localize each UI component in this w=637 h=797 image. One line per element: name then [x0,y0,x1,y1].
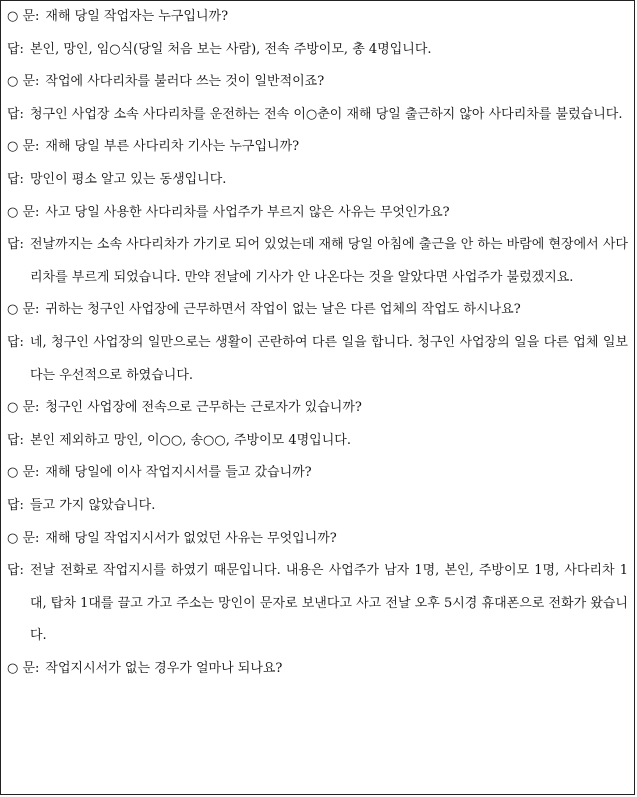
question-text: 재해 당일에 이사 작업지시서를 들고 갔습니까? [45,465,312,481]
question-marker: ○ 문: [7,9,40,24]
answer-text: 전날 전화로 작업지시를 하였기 때문입니다. 내용은 사업주가 남자 1명, 본인, 주방이모 1명, 사다리차 1대, 탑차 1대를 끌고 가고 주소는 망인이 문자로 보낸다고 사고 전날 오후 5시경 휴대폰으로 전화가 왔습니다. [29,563,628,644]
question-text: 재해 당일 작업지시서가 없었던 사유는 무엇입니까? [45,530,337,546]
answer-item [7,327,628,392]
answer-marker: 답: [7,171,24,187]
question-marker: ○ 문: [7,302,40,318]
answer-item [7,164,628,197]
question-item [7,131,628,164]
answer-item [7,229,628,294]
answer-text: 들고 가지 않았습니다. [29,497,156,513]
question-text: 귀하는 청구인 사업장에 근무하면서 작업이 없는 날은 다른 업체의 작업도 하시나요? [45,302,521,318]
question-marker: ○ 문: [7,74,40,90]
answer-text: 망인이 평소 알고 있는 동생입니다. [29,171,227,187]
question-item [7,294,628,327]
question-text: 재해 당일 부른 사다리차 기사는 누구입니까? [45,139,300,155]
question-item [7,653,628,686]
question-item [7,457,628,490]
answer-text: 본인, 망인, 임○식(당일 처음 보는 사람), 전속 주방이모, 총 4명입니다. [29,41,432,57]
interview-transcript [7,1,628,685]
answer-marker: 답: [7,41,24,57]
answer-item [7,34,628,67]
question-item [7,523,628,556]
answer-text: 청구인 사업장 소속 사다리차를 운전하는 전속 이○춘이 재해 당일 출근하지 않아 사다리차를 불렀습니다. [29,106,623,122]
answer-marker: 답: [7,334,24,350]
question-item [7,392,628,425]
answer-marker: 답: [7,563,24,579]
answer-text: 본인 제외하고 망인, 이○○, 송○○, 주방이모 4명입니다. [29,432,351,448]
answer-item [7,490,628,523]
question-item [7,66,628,99]
answer-text: 전날까지는 소속 사다리차가 가기로 되어 있었는데 재해 당일 아침에 출근을 안 하는 바람에 현장에서 사다리차를 부르게 되었습니다. 만약 전날에 기사가 안 나온다는 것을 알았다면 사업주가 불렀겠지요. [29,237,628,285]
answer-marker: 답: [7,432,24,448]
answer-text: 네, 청구인 사업장의 일만으로는 생활이 곤란하여 다른 일을 합니다. 청구인 사업장의 일을 다른 업체 일보다는 우선적으로 하였습니다. [29,334,628,383]
question-marker: ○ 문: [7,660,40,676]
answer-marker: 답: [7,106,24,122]
question-marker: ○ 문: [7,530,40,546]
question-text: 작업지시서가 없는 경우가 얼마나 되나요? [45,660,283,676]
question-marker: ○ 문: [7,204,40,220]
question-text: 사고 당일 사용한 사다리차를 사업주가 부르지 않은 사유는 무엇인가요? [45,204,450,220]
answer-item [7,425,628,458]
question-text: 작업에 사다리차를 불러다 쓰는 것이 일반적이죠? [45,74,325,90]
answer-item [7,555,628,653]
question-marker: ○ 문: [7,139,40,155]
question-marker: ○ 문: [7,465,40,481]
answer-marker: 답: [7,497,24,513]
question-item [7,197,628,230]
question-text: 재해 당일 작업자는 누구입니까? [45,9,229,24]
question-text: 청구인 사업장에 전속으로 근무하는 근로자가 있습니까? [45,400,362,416]
answer-item [7,99,628,132]
question-marker: ○ 문: [7,400,40,416]
answer-marker: 답: [7,237,24,253]
question-item [7,1,628,34]
